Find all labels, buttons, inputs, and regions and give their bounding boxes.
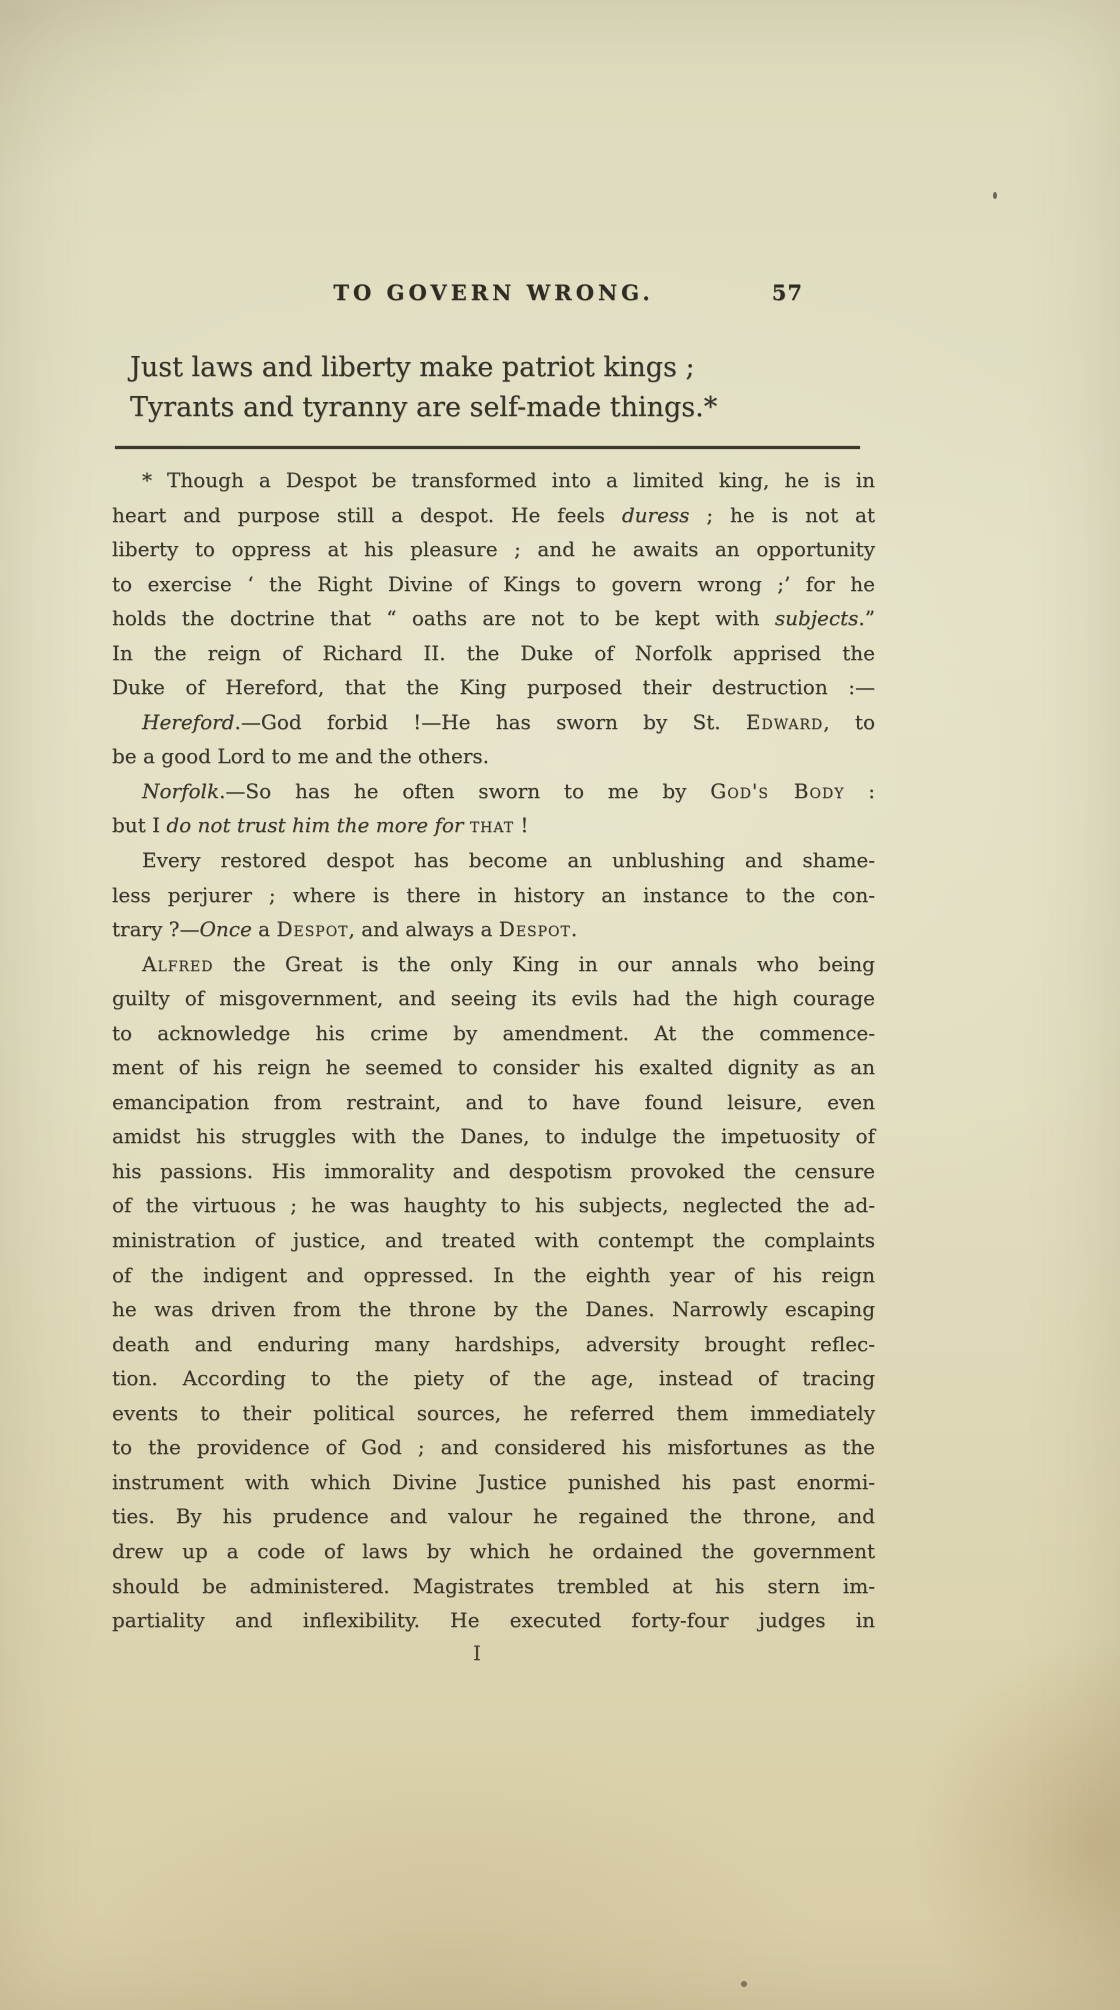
footnote-line xyxy=(112,774,875,809)
text-segment: his passions. His immorality and despotism provoked the censure xyxy=(112,1158,875,1183)
text-segment: heart and purpose still a despot. He feels xyxy=(112,502,622,527)
footnote-line xyxy=(112,670,875,705)
text-segment: ! xyxy=(514,813,529,838)
footnote-line xyxy=(112,601,875,636)
footnote-line xyxy=(112,567,875,602)
text-segment: ; he is not at xyxy=(689,502,875,527)
footnote-line xyxy=(112,1258,875,1293)
text-segment: death and enduring many hardships, adversity brought reflec- xyxy=(112,1331,875,1356)
text-segment: Alfred xyxy=(142,951,214,976)
text-segment: a xyxy=(251,917,277,942)
footnote-line xyxy=(112,1430,875,1465)
text-segment: partiality and inflexibility. He executed forty-four judges in xyxy=(112,1608,875,1633)
text-segment: of the virtuous ; he was haughty to his subjects, neglected the ad- xyxy=(112,1193,875,1218)
text-segment: guilty of misgovernment, and seeing its evils had the high courage xyxy=(112,986,875,1011)
footnote-line xyxy=(112,1603,875,1638)
text-segment: should be administered. Magistrates trembled at his stern im- xyxy=(112,1573,875,1598)
footnote-line xyxy=(112,1016,875,1051)
footnote-line xyxy=(112,1085,875,1120)
text-segment: to exercise ‘ the Right Divine of Kings to govern wrong ;’ for he xyxy=(112,571,875,596)
text-segment: Norfolk xyxy=(142,778,220,803)
text-segment: amidst his struggles with the Danes, to indulge the impetuosity of xyxy=(112,1124,875,1149)
footnote-line xyxy=(112,1569,875,1604)
footnote-line xyxy=(112,532,875,567)
footnote-divider xyxy=(115,446,860,449)
text-segment: Once xyxy=(199,917,252,942)
footnote-line xyxy=(112,843,875,878)
text-segment: ministration of justice, and treated with contempt the complaints xyxy=(112,1228,875,1253)
footnote-line xyxy=(112,912,875,947)
text-segment: Every restored despot has become an unblushing and shame- xyxy=(142,848,875,873)
footnote-line xyxy=(112,1361,875,1396)
text-segment: , to xyxy=(823,709,875,734)
text-segment: .” xyxy=(858,606,875,631)
text-segment: emancipation from restraint, and to have found leisure, even xyxy=(112,1089,875,1114)
text-segment: Edward xyxy=(745,709,824,734)
footnote-line xyxy=(112,1327,875,1362)
signature-mark: I xyxy=(473,1641,481,1665)
text-segment: but I xyxy=(112,813,167,838)
text-segment: drew up a code of laws by which he ordained the government xyxy=(112,1538,875,1563)
text-segment: he was driven from the throne by the Danes. Narrowly escaping xyxy=(112,1297,875,1322)
footnote-line xyxy=(112,705,875,740)
footnote-line xyxy=(112,1534,875,1569)
text-segment: . xyxy=(570,917,578,942)
footnote-line xyxy=(112,1050,875,1085)
text-segment: Despot xyxy=(276,917,349,942)
footnote-line xyxy=(112,808,875,843)
text-segment: : xyxy=(844,778,875,803)
text-segment: of the indigent and oppressed. In the eighth year of his reign xyxy=(112,1262,875,1287)
footnote-line xyxy=(112,1396,875,1431)
footnote-line xyxy=(112,1499,875,1534)
page-title: TO GOVERN WRONG. xyxy=(333,280,654,305)
text-segment: trary ?— xyxy=(112,917,200,942)
text-segment: * Though a Despot be transformed into a limited king, he is in xyxy=(142,468,875,492)
footnote-line xyxy=(112,947,875,982)
footnote-text xyxy=(112,463,875,1638)
text-segment: instrument with which Divine Justice punished his past enormi- xyxy=(112,1469,875,1494)
footnote-line xyxy=(112,636,875,671)
footnote-line xyxy=(112,1188,875,1223)
text-segment: duress xyxy=(621,502,690,527)
text-segment: do not trust him the more for xyxy=(166,813,470,838)
footnote-line xyxy=(112,739,875,774)
footnote-line xyxy=(112,981,875,1016)
text-segment: be a good Lord to me and the others. xyxy=(112,744,490,769)
text-segment: Duke of Hereford, that the King purposed their destruction :— xyxy=(112,675,875,700)
text-segment: ment of his reign he seemed to consider his exalted dignity as an xyxy=(112,1055,875,1080)
footnote-line xyxy=(112,1223,875,1258)
footnote-line xyxy=(112,1465,875,1500)
text-segment: to the providence of God ; and considered his misfortunes as the xyxy=(112,1435,875,1460)
running-head xyxy=(112,280,875,305)
epigraph-line: Just laws and liberty make patriot kings ; xyxy=(130,352,695,383)
text-segment: events to their political sources, he referred them immediately xyxy=(112,1400,875,1425)
text-segment: .—God forbid !—He has sworn by St. xyxy=(234,709,746,734)
ink-speck xyxy=(741,1981,747,1987)
footnote-line xyxy=(112,1292,875,1327)
text-segment: less perjurer ; where is there in history an instance to the con- xyxy=(112,882,875,907)
footnote-line xyxy=(112,1119,875,1154)
text-segment: liberty to oppress at his pleasure ; and he awaits an opportunity xyxy=(112,537,875,562)
text-segment: that xyxy=(469,813,515,838)
footnote-line xyxy=(112,1154,875,1189)
footnote-line xyxy=(112,463,875,498)
text-segment: Hereford xyxy=(142,709,235,734)
text-segment: In the reign of Richard II. the Duke of Norfolk apprised the xyxy=(112,640,875,665)
footnote-line xyxy=(112,878,875,913)
text-segment: the Great is the only King in our annals who being xyxy=(213,951,875,976)
text-segment: holds the doctrine that “ oaths are not to be kept with xyxy=(112,606,775,631)
text-segment: .—So has he often sworn to me by xyxy=(219,778,711,803)
epigraph xyxy=(130,348,850,427)
text-segment: God's Body xyxy=(710,778,845,803)
text-segment: subjects xyxy=(774,606,859,631)
text-segment: , and always a xyxy=(348,917,499,942)
text-segment: ties. By his prudence and valour he regained the throne, and xyxy=(112,1504,875,1529)
epigraph-line: Tyrants and tyranny are self-made things.* xyxy=(130,391,718,423)
text-segment: Despot xyxy=(498,917,571,942)
text-segment: to acknowledge his crime by amendment. At the commence- xyxy=(112,1020,875,1045)
ink-speck xyxy=(993,192,997,199)
footnote-line xyxy=(112,498,875,533)
page-number: 57 xyxy=(771,280,803,305)
text-segment: tion. According to the piety of the age, instead of tracing xyxy=(112,1366,875,1391)
